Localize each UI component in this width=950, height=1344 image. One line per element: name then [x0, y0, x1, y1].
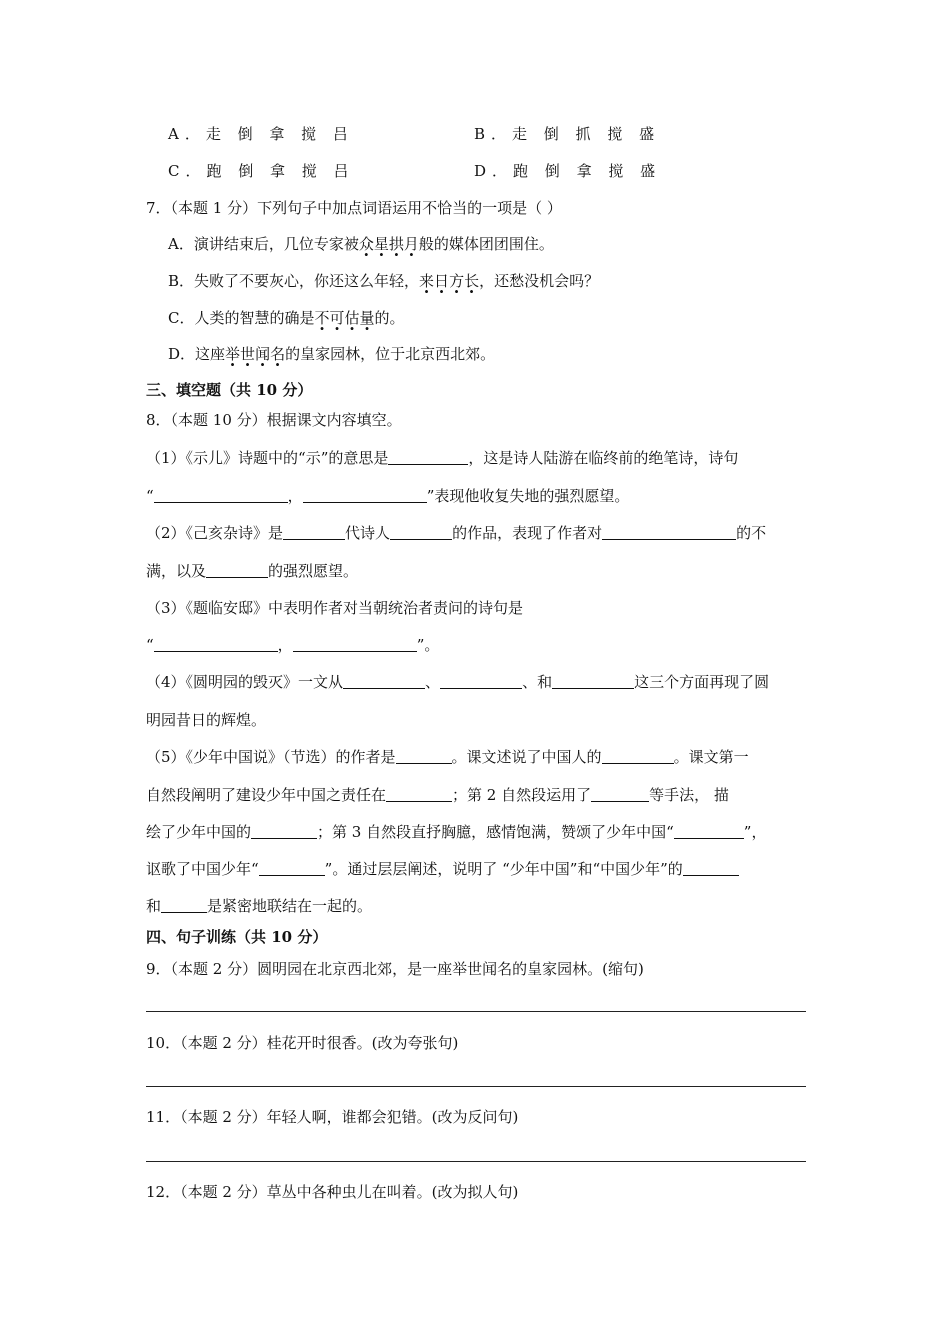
q8-p2-text-6: 的强烈愿望。	[268, 562, 359, 580]
q8-p1-blank-2[interactable]	[154, 488, 288, 503]
q7-stem: 7．（本题 1 分）下列句子中加点词语运用不恰当的一项是（ ）	[146, 199, 562, 217]
q8-p2-blank-1[interactable]	[283, 525, 345, 540]
emphasis-char: 众	[358, 235, 374, 253]
q8-p5-text-13: 是紧密地联结在一起的。	[207, 897, 373, 915]
q6-option-a: A．走 倒 拿 搅 吕	[168, 125, 354, 143]
q8-p5-blank-8[interactable]	[683, 861, 739, 876]
q7-c-dotted-word	[314, 309, 374, 327]
emphasis-char: 不	[314, 309, 330, 327]
q8-p4-sep-2: 、和	[522, 673, 553, 691]
q8-p5-blank-2[interactable]	[602, 749, 674, 764]
q8-p5-text: （5）《少年中国说》（节选）的作者是	[146, 748, 396, 766]
q9-answer-line[interactable]	[146, 1011, 806, 1012]
q7-option-c	[168, 308, 405, 328]
q7-c-text: C．人类的智慧的确是	[168, 309, 315, 327]
emphasis-char: 举	[225, 345, 241, 363]
q8-part2-line1	[146, 523, 766, 543]
q8-p2-blank-3[interactable]	[602, 525, 736, 540]
q8-stem: 8．（本题 10 分）根据课文内容填空。	[146, 411, 402, 429]
emphasis-char: 量	[359, 309, 375, 327]
q7-a-text-end: 般的媒体团团围住。	[418, 235, 554, 253]
q8-p2-text-2: 代诗人	[345, 524, 391, 542]
emphasis-char: 日	[434, 272, 450, 290]
q8-p1-text-2: ，这是诗人陆游在临终前的绝笔诗，诗句	[468, 449, 739, 467]
q12-stem: 12．（本题 2 分）草丛中各种虫儿在叫着。(改为拟人句)	[146, 1183, 519, 1201]
q8-p2-blank-4[interactable]	[206, 563, 268, 578]
q8-p5-text-2: 。课文述说了中国人的	[451, 748, 602, 766]
q8-p5-blank-6[interactable]	[674, 824, 744, 839]
emphasis-char: 星	[373, 235, 389, 253]
q8-part4-line1	[146, 672, 769, 692]
q8-part1-line2	[146, 486, 629, 506]
q8-p5-blank-3[interactable]	[386, 787, 452, 802]
q7-option-b	[168, 271, 599, 291]
emphasis-char: 可	[329, 309, 345, 327]
emphasis-char: 长	[464, 272, 480, 290]
q8-part2-line2	[146, 561, 358, 581]
q7-a-dotted-word	[359, 235, 419, 253]
q7-b-dotted-word	[419, 272, 479, 290]
emphasis-char: 闻	[255, 345, 271, 363]
q6-option-c: C．跑 倒 拿 搅 吕	[168, 162, 355, 180]
q7-d-text: D．这座	[168, 345, 226, 363]
q8-p5-text-5: ；第 2 自然段运用了	[452, 786, 592, 804]
q8-p1-text-3: ”表现他收复失地的强烈愿望。	[426, 487, 630, 505]
emphasis-char: 名	[270, 345, 286, 363]
emphasis-char: 来	[419, 272, 435, 290]
q8-p5-blank-5[interactable]	[251, 824, 317, 839]
q7-c-text-end: 的。	[374, 309, 405, 327]
q7-a-text: A．演讲结束后，几位专家被	[168, 235, 359, 253]
q8-part5-line5	[146, 896, 372, 916]
q8-p1-blank-1[interactable]	[388, 450, 468, 465]
q8-p4-text: （4）《圆明园的毁灭》一文从	[146, 673, 344, 691]
q6-option-d: D．跑 倒 拿 搅 盛	[474, 162, 662, 180]
q8-p2-text-3: 的作品，表现了作者对	[452, 524, 603, 542]
q8-p5-text-10: 讴歌了中国少年“	[146, 860, 259, 878]
q8-part3-line2	[146, 635, 439, 655]
q8-p5-blank-1[interactable]	[396, 749, 452, 764]
q8-p3-quote-open: “	[146, 636, 154, 654]
q8-p4-sep-1: 、	[425, 673, 441, 691]
q8-part5-line3	[146, 822, 766, 842]
q8-p4-blank-2[interactable]	[440, 674, 522, 689]
q7-d-text-end: 的皇家园林，位于北京西北郊。	[285, 345, 496, 363]
q8-p4-text-2: 这三个方面再现了圆	[634, 673, 770, 691]
q11-answer-line[interactable]	[146, 1161, 806, 1162]
q8-p3-blank-1[interactable]	[154, 637, 278, 652]
q7-option-d	[168, 344, 495, 364]
q8-p1-comma: ，	[287, 487, 303, 505]
q8-p2-blank-2[interactable]	[390, 525, 452, 540]
emphasis-char: 方	[449, 272, 465, 290]
q8-p5-text-7: 绘了少年中国的	[146, 823, 252, 841]
q8-p5-text-6: 等手法， 描	[649, 786, 729, 804]
q8-part5-line1	[146, 747, 749, 767]
q11-stem: 11．（本题 2 分）年轻人啊，谁都会犯错。(改为反问句)	[146, 1108, 519, 1126]
q8-p1-quote-open: “	[146, 487, 154, 505]
q8-p3-blank-2[interactable]	[293, 637, 417, 652]
q8-p2-text-4: 的不	[736, 524, 767, 542]
q8-p5-blank-9[interactable]	[161, 898, 207, 913]
q9-stem: 9．（本题 2 分）圆明园在北京西北郊，是一座举世闻名的皇家园林。(缩句)	[146, 960, 644, 978]
q8-part4-line2: 明园昔日的辉煌。	[146, 711, 267, 729]
emphasis-char: 估	[344, 309, 360, 327]
q10-stem: 10．（本题 2 分）桂花开时很香。(改为夸张句)	[146, 1034, 459, 1052]
emphasis-char: 月	[403, 235, 419, 253]
q8-p5-text-4: 自然段阐明了建设少年中国之责任在	[146, 786, 387, 804]
q8-p3-comma: ，	[277, 636, 293, 654]
q10-answer-line[interactable]	[146, 1086, 806, 1087]
q7-d-dotted-word	[225, 345, 285, 363]
q8-p1-text: （1）《示儿》诗题中的“示”的意思是	[146, 449, 389, 467]
q8-p5-text-12: 和	[146, 897, 162, 915]
q8-p4-blank-3[interactable]	[552, 674, 634, 689]
q8-p5-text-8: ；第 3 自然段直抒胸臆，感情饱满，赞颂了少年中国“	[317, 823, 674, 841]
section-4-heading: 四、句子训练（共 10 分）	[146, 928, 328, 946]
q8-part5-line2	[146, 785, 729, 805]
q8-p5-text-9: ”，	[743, 823, 767, 841]
q8-p4-blank-1[interactable]	[343, 674, 425, 689]
emphasis-char: 拱	[388, 235, 404, 253]
q7-b-text-end: ，还愁没机会吗？	[479, 272, 600, 290]
q8-p2-text: （2）《己亥杂诗》是	[146, 524, 284, 542]
q8-p5-blank-4[interactable]	[591, 787, 649, 802]
q8-p5-text-3: 。课文第一	[673, 748, 749, 766]
q7-b-text: B．失败了不要灰心，你还这么年轻，	[168, 272, 420, 290]
section-3-heading: 三、填空题（共 10 分）	[146, 381, 313, 399]
q8-p1-blank-3[interactable]	[303, 488, 427, 503]
emphasis-char: 世	[240, 345, 256, 363]
q8-part3-line1: （3）《题临安邸》中表明作者对当朝统治者责问的诗句是	[146, 599, 524, 617]
q6-option-b: B．走 倒 抓 搅 盛	[474, 125, 661, 143]
q8-p2-text-5: 满，以及	[146, 562, 207, 580]
q7-option-a	[168, 234, 554, 254]
q8-p5-blank-7[interactable]	[259, 861, 325, 876]
q8-part5-line4	[146, 859, 739, 879]
q8-p5-text-11: ”。通过层层阐述，说明了 “少年中国”和“中国少年”的	[324, 860, 683, 878]
q8-p3-quote-close: ”。	[416, 636, 440, 654]
q8-part1-line1	[146, 448, 738, 468]
